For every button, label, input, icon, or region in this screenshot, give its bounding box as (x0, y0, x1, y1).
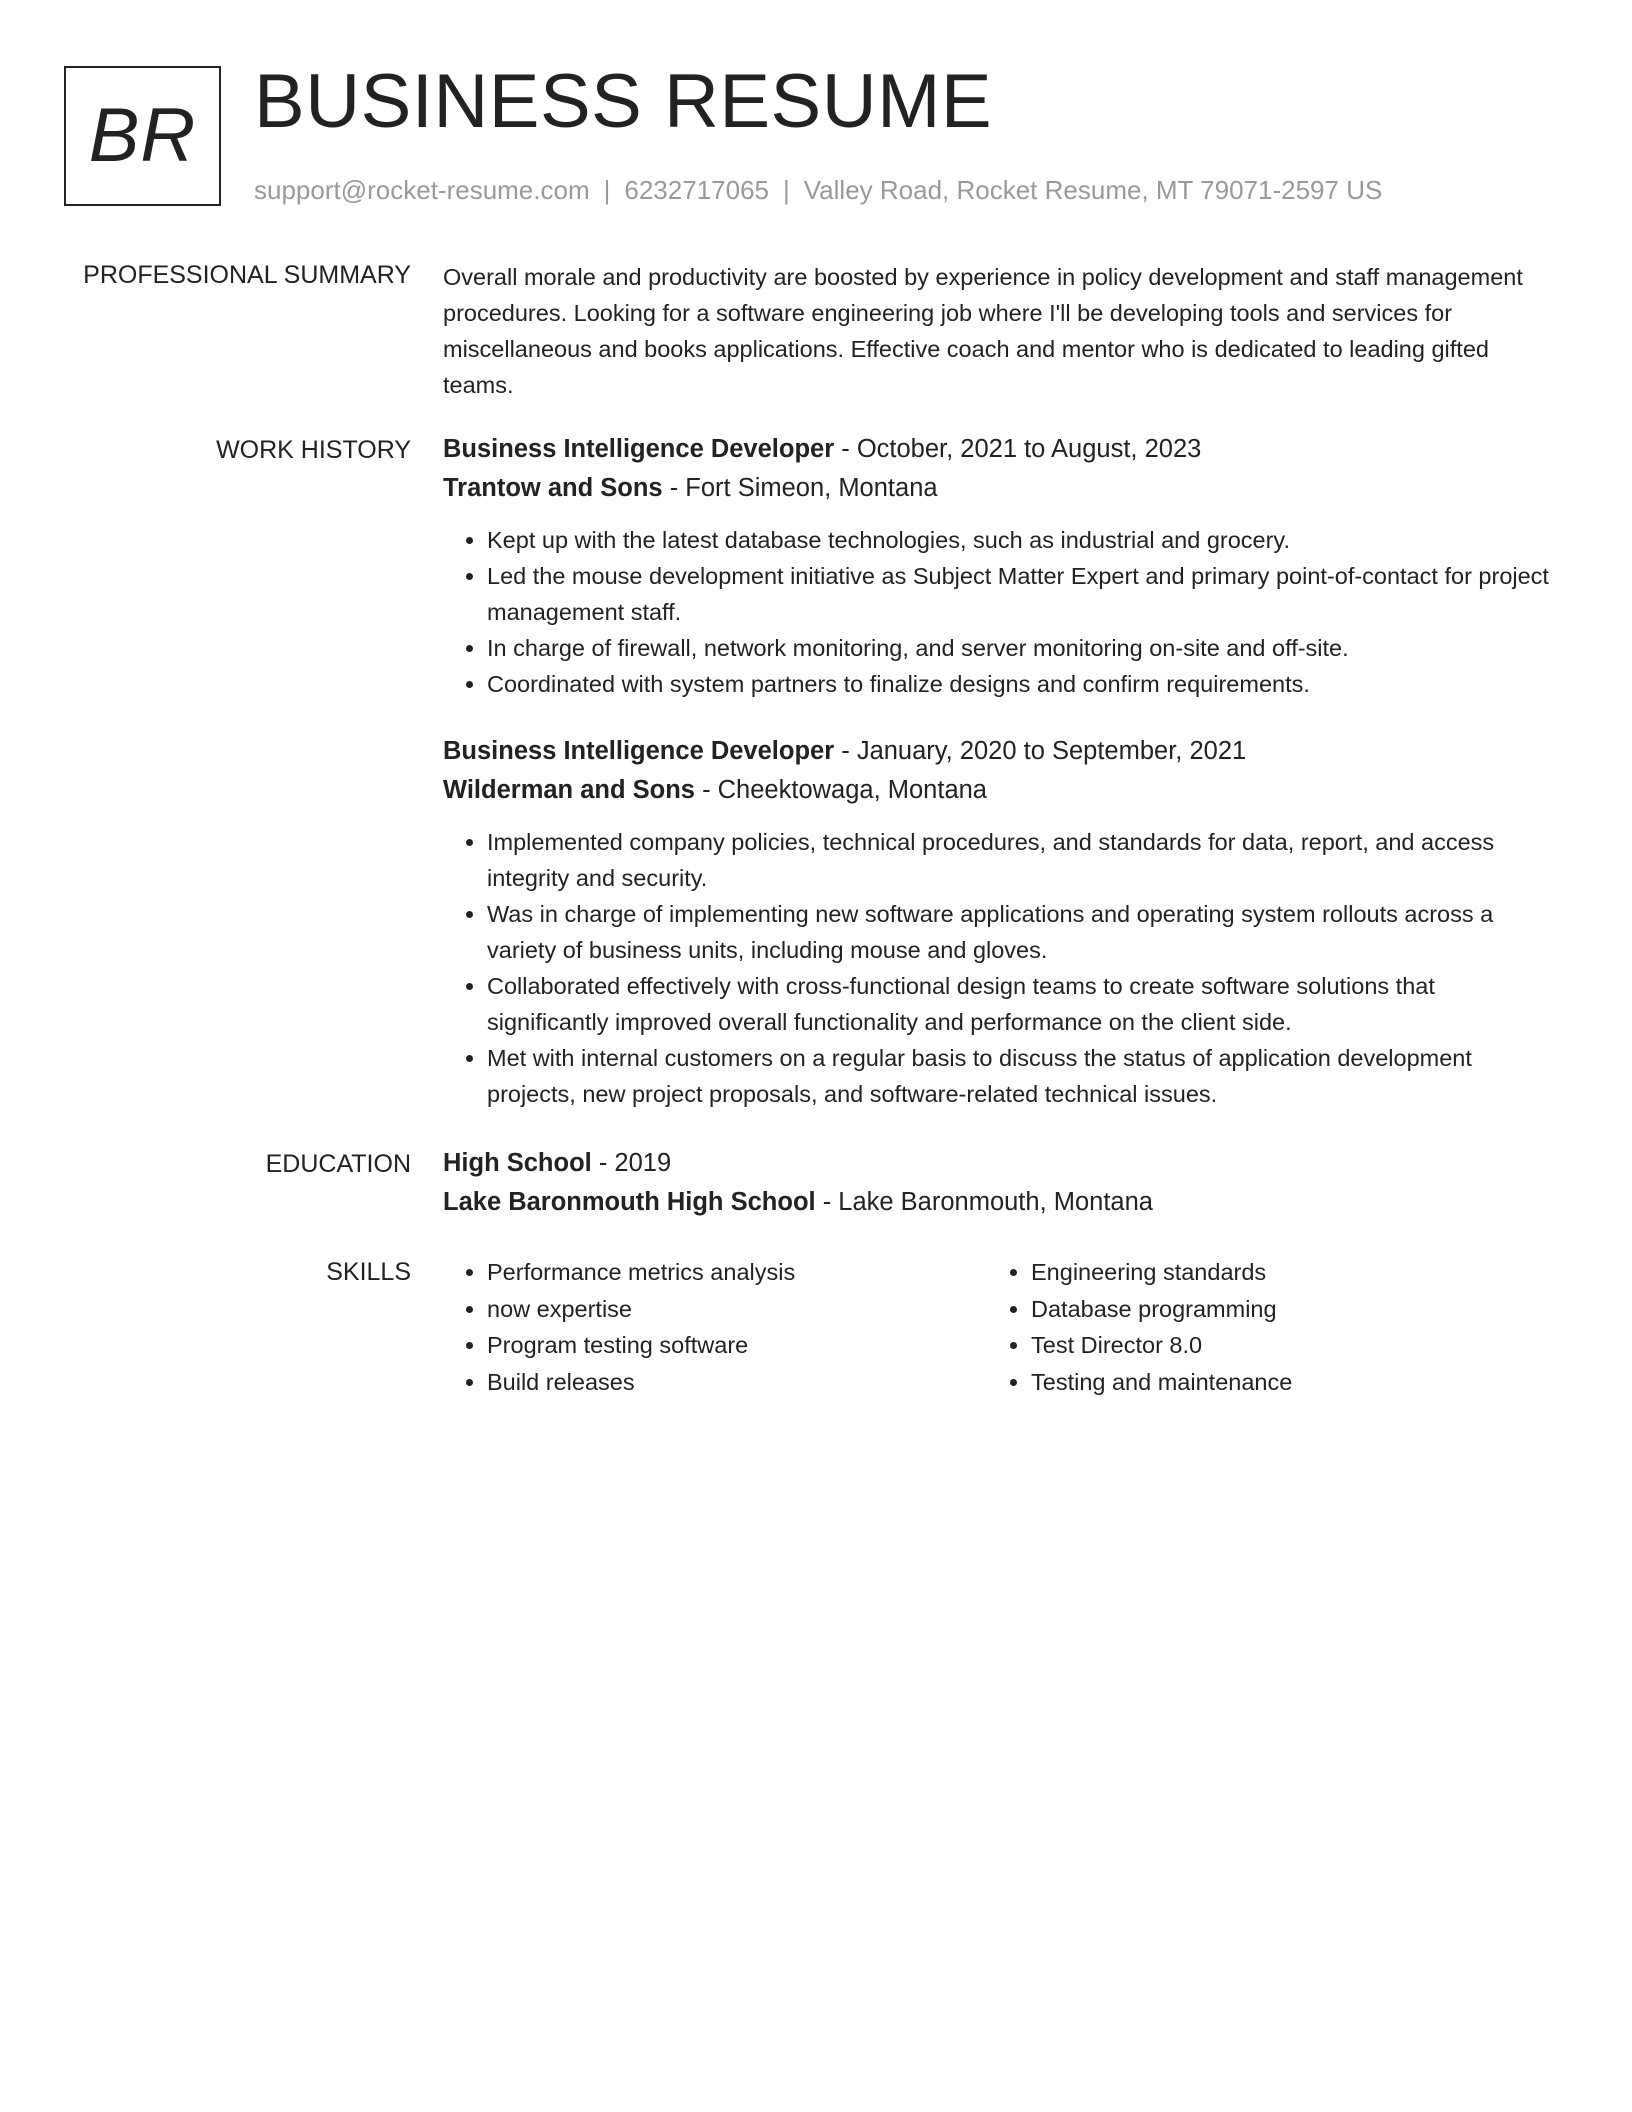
contact-separator: | (783, 175, 790, 205)
skill-item: • Testing and maintenance (1031, 1364, 1531, 1401)
job-title: Business Intelligence Developer (443, 435, 835, 463)
skill-item: • Database programming (1031, 1291, 1531, 1328)
monogram-initials: BR (88, 93, 197, 178)
skill-item: • now expertise (487, 1291, 987, 1328)
job-company-line (443, 469, 1553, 508)
skill-item: • Performance metrics analysis (487, 1254, 987, 1291)
skill-item: • Build releases (487, 1364, 987, 1401)
skills-content (443, 1254, 1553, 1400)
job-title-line (443, 732, 1553, 771)
job-dates: - October, 2021 to August, 2023 (834, 435, 1202, 463)
summary-label: PROFESSIONAL SUMMARY (83, 261, 411, 289)
education-content (443, 1144, 1553, 1222)
skills-list-left (443, 1254, 987, 1400)
education-label: EDUCATION (265, 1150, 411, 1178)
monogram-box (64, 66, 221, 206)
job-company: Trantow and Sons (443, 474, 663, 502)
education-year: - 2019 (591, 1149, 672, 1177)
education-degree-line (443, 1144, 1553, 1183)
job-entry (443, 430, 1553, 702)
work-history-label: WORK HISTORY (216, 436, 411, 464)
job-entry (443, 732, 1553, 1112)
job-bullets (443, 824, 1553, 1112)
skills-columns (443, 1254, 1553, 1400)
job-bullet: • Led the mouse development initiative as Subject Matter Expert and primary point-of-contact for project management staff. (487, 558, 1553, 630)
job-bullet: • Coordinated with system partners to finalize designs and confirm requirements. (487, 666, 1553, 702)
job-location: - Cheektowaga, Montana (694, 776, 987, 804)
skill-item: • Test Director 8.0 (1031, 1327, 1531, 1364)
skill-item: • Program testing software (487, 1327, 987, 1364)
job-bullet: • Implemented company policies, technical procedures, and standards for data, report, and access integrity and security. (487, 824, 1553, 896)
contact-separator: | (603, 175, 611, 205)
education-school-line (443, 1183, 1553, 1222)
job-title-line (443, 430, 1553, 469)
skills-label: SKILLS (326, 1258, 411, 1286)
job-location: - Fort Simeon, Montana (662, 474, 938, 502)
education-location: - Lake Baronmouth, Montana (815, 1188, 1153, 1216)
summary-content (443, 259, 1553, 403)
job-dates: - January, 2020 to September, 2021 (834, 737, 1247, 765)
job-bullet: • Collaborated effectively with cross-functional design teams to create software solutions that significantly improved overall functionality and performance on the client side. (487, 968, 1553, 1040)
contact-email: support@rocket-resume.com (254, 175, 590, 205)
contact-phone: 6232717065 (624, 175, 769, 205)
skills-list-right (987, 1254, 1531, 1400)
job-bullets (443, 522, 1553, 702)
education-school: Lake Baronmouth High School (443, 1188, 816, 1216)
job-title: Business Intelligence Developer (443, 737, 835, 765)
job-bullet: • In charge of firewall, network monitoring, and server monitoring on-site and off-site. (487, 630, 1553, 666)
job-bullet: • Kept up with the latest database technologies, such as industrial and grocery. (487, 522, 1553, 558)
job-bullet: • Met with internal customers on a regular basis to discuss the status of application development projects, new project proposals, and software-related technical issues. (487, 1040, 1553, 1112)
resume-name: BUSINESS RESUME (254, 59, 993, 144)
job-company-line (443, 771, 1553, 810)
job-bullet: • Was in charge of implementing new software applications and operating system rollouts across a variety of business units, including mouse and gloves. (487, 896, 1553, 968)
work-history-content (443, 430, 1553, 1112)
education-degree: High School (443, 1149, 592, 1177)
contact-address: Valley Road, Rocket Resume, MT 79071-2597 US (803, 175, 1383, 205)
contact-line (254, 172, 1382, 208)
summary-text: Overall morale and productivity are boosted by experience in policy development and staff management procedures. Looking for a software engineering job where I'll be developing tools and services for miscellaneous and books applications. Effective coach and mentor who is dedicated to leading gifted teams. (443, 264, 1523, 398)
job-company: Wilderman and Sons (443, 776, 695, 804)
skill-item: • Engineering standards (1031, 1254, 1531, 1291)
